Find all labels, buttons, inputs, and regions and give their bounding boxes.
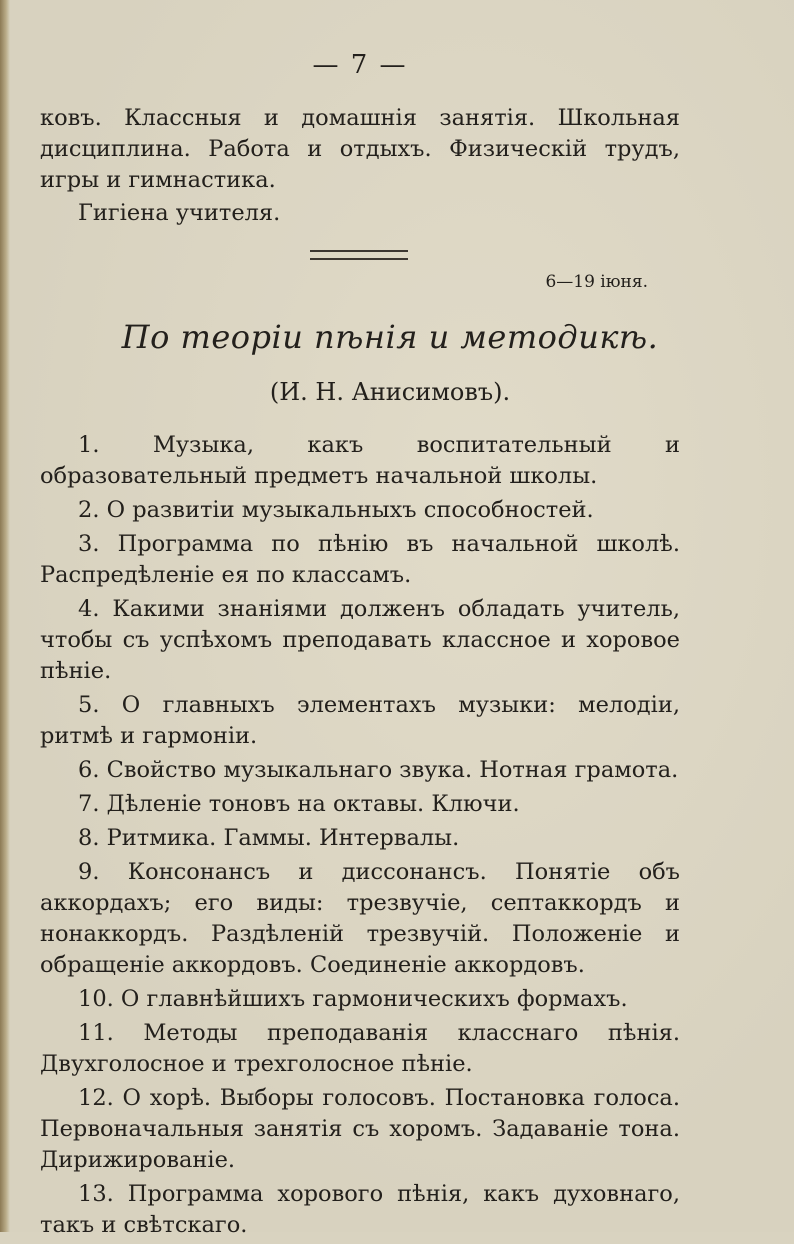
section-title: По теоріи пѣнія и методикѣ. [121,318,659,356]
section-divider [310,250,408,260]
topic-item-11: 11. Методы преподаванія класснаго пѣнія. Двухголосное и трехголосное пѣніе. [40,1020,680,1077]
topic-item-1: 1. Музыка, какъ воспитательный и образовательный предметъ начальной школы. [40,432,680,489]
intro-paragraph-2: Гигіена учителя. [78,200,281,226]
topic-item-12: 12. О хорѣ. Выборы голосовъ. Постановка голоса. Первоначальныя занятія съ хоромъ. Задаваніе тона. Дирижированіе. [40,1085,680,1173]
topic-item-7: 7. Дѣленіе тоновъ на октавы. Ключи. [78,791,520,817]
topic-item-13: 13. Программа хорового пѣнія, какъ духовнаго, такъ и свѣтскаго. [40,1181,680,1238]
intro-text [40,103,680,231]
intro-paragraph-1: ковъ. Классныя и домашнія занятія. Школьная дисциплина. Работа и отдыхъ. Физическій трудъ, игры и гимнастика. [40,105,680,193]
topic-item-10: 10. О главнѣйшихъ гармоническихъ формахъ. [78,986,628,1012]
topic-item-5: 5. О главныхъ элементахъ музыки: мелодіи, ритмѣ и гармоніи. [40,692,680,749]
page-binding-edge [0,0,10,1232]
topic-item-2: 2. О развитіи музыкальныхъ способностей. [78,497,594,523]
section-author: (И. Н. Анисимовъ). [269,378,511,406]
topic-item-4: 4. Какими знаніями долженъ обладать учитель, чтобы съ успѣхомъ преподавать классное и хоровое пѣніе. [40,596,680,684]
topic-item-9: 9. Консонансъ и диссонансъ. Понятіе объ аккордахъ; его виды: трезвучіе, септаккордъ и нонаккордъ. Раздѣленій трезвучій. Положеніе и обращеніе аккордовъ. Соединеніе аккордовъ. [40,859,680,978]
page-number: — 7 — [312,50,408,80]
topic-list [40,430,680,1244]
topic-item-3: 3. Программа по пѣнію въ начальной школѣ. Распредѣленіе ея по классамъ. [40,531,680,588]
topic-item-8: 8. Ритмика. Гаммы. Интервалы. [78,825,460,851]
topic-item-6: 6. Свойство музыкальнаго звука. Нотная грамота. [78,757,679,783]
section-date: 6—19 іюня. [545,272,648,292]
